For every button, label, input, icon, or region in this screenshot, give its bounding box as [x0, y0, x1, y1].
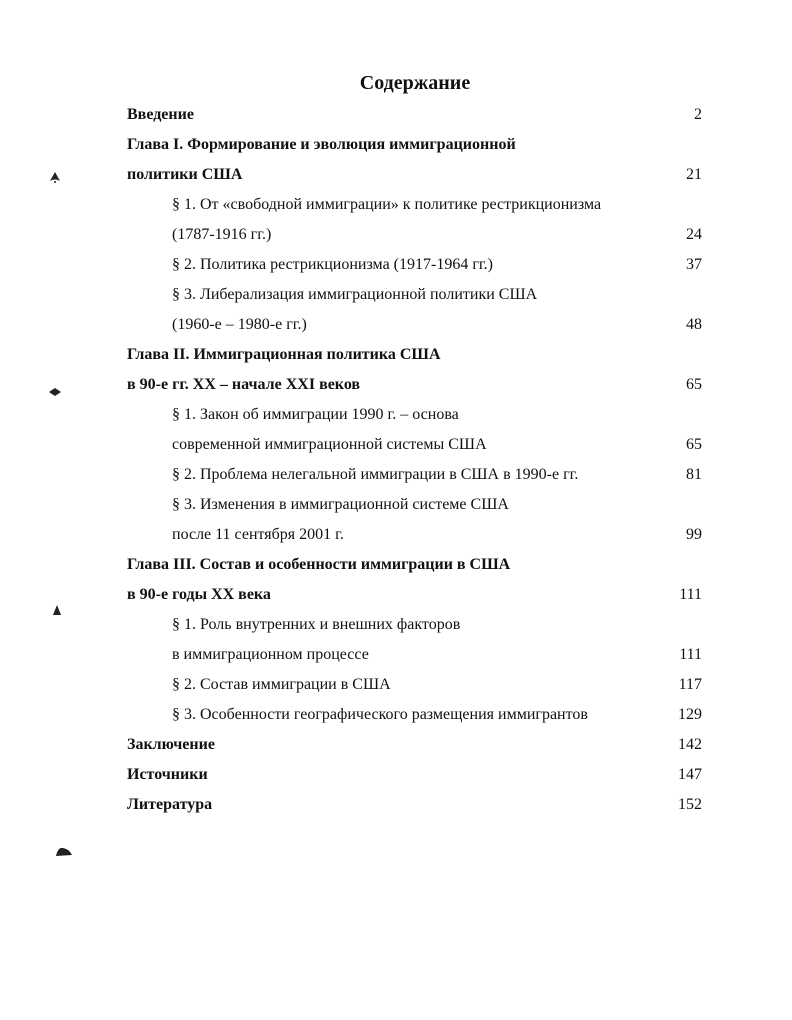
toc-entry-section-1-3 — [127, 280, 702, 310]
scan-mark-3 — [50, 603, 64, 617]
toc-entry-section-3-1 — [127, 610, 702, 640]
toc-entry-chapter-3 — [127, 550, 702, 580]
toc-page-number: 65 — [686, 436, 702, 453]
toc-page-number: 21 — [686, 166, 702, 183]
toc-entry-section-1-1-cont — [127, 220, 702, 250]
toc-page-number: 147 — [678, 766, 702, 783]
toc-page-number: 142 — [678, 736, 702, 753]
toc-entry-chapter-3-cont — [127, 580, 702, 610]
toc-entry-introduction — [127, 100, 702, 130]
toc-entry-text: (1787-1916 гг.) — [172, 226, 272, 243]
toc-entry-text: § 2. Проблема нелегальной иммиграции в США в 1990-е гг. — [172, 466, 579, 483]
toc-entry-text: Глава II. Иммиграционная политика США — [127, 346, 441, 363]
toc-entry-text: § 1. Закон об иммиграции 1990 г. – основа — [172, 406, 459, 423]
toc-entry-section-3-3 — [127, 700, 702, 730]
toc-entry-chapter-2 — [127, 340, 702, 370]
toc-entry-section-2-3 — [127, 490, 702, 520]
toc-entry-text: в 90-е гг. XX – начале XXI веков — [127, 376, 361, 393]
toc-entry-section-2-1 — [127, 400, 702, 430]
toc-entry-text: в 90-е годы XX века — [127, 586, 271, 603]
toc-entry-text: § 2. Политика рестрикционизма (1917-1964 гг.) — [172, 256, 493, 273]
toc-entry-section-3-2 — [127, 670, 702, 700]
toc-page-number: 117 — [678, 676, 702, 693]
toc-page-number: 152 — [678, 796, 702, 813]
toc-entry-section-1-1 — [127, 190, 702, 220]
toc-entry-text: политики США — [127, 166, 243, 183]
toc-entry-section-3-1-cont — [127, 640, 702, 670]
toc-entry-conclusion — [127, 730, 702, 760]
toc-entry-text: после 11 сентября 2001 г. — [172, 526, 344, 543]
scan-mark-2 — [48, 385, 62, 399]
toc-entry-text: § 2. Состав иммиграции в США — [172, 676, 391, 693]
toc-page-number: 24 — [686, 226, 702, 243]
toc-entry-chapter-1-cont — [127, 160, 702, 190]
toc-page-number: 48 — [686, 316, 702, 333]
toc-page-number: 37 — [686, 256, 702, 273]
toc-page-number: 65 — [686, 376, 702, 393]
toc-entry-text: § 1. Роль внутренних и внешних факторов — [172, 616, 461, 633]
toc-entry-sources — [127, 760, 702, 790]
table-of-contents — [127, 100, 702, 820]
toc-page-number: 111 — [679, 646, 702, 663]
toc-entry-literature — [127, 790, 702, 820]
toc-entry-text: § 3. Изменения в иммиграционной системе США — [172, 496, 509, 513]
toc-entry-section-2-3-cont — [127, 520, 702, 550]
toc-page-number: 99 — [686, 526, 702, 543]
toc-entry-text: Заключение — [127, 736, 215, 753]
toc-entry-text: Глава III. Состав и особенности иммиграции в США — [127, 556, 511, 573]
toc-entry-text: Литература — [127, 796, 213, 813]
toc-entry-section-1-2 — [127, 250, 702, 280]
scan-mark-1 — [48, 170, 62, 184]
toc-page-number: 81 — [686, 466, 702, 483]
scan-mark-4 — [55, 844, 69, 858]
toc-entry-chapter-1 — [127, 130, 702, 160]
toc-entry-text: Глава I. Формирование и эволюция иммиграционной — [127, 136, 516, 153]
toc-entry-text: § 3. Либерализация иммиграционной политики США — [172, 286, 538, 303]
toc-entry-text: § 3. Особенности географического размещения иммигрантов — [172, 706, 588, 723]
toc-entry-chapter-2-cont — [127, 370, 702, 400]
toc-entry-section-2-2 — [127, 460, 702, 490]
toc-entry-text: (1960-е – 1980-е гг.) — [172, 316, 307, 333]
page-title: Содержание — [359, 72, 471, 94]
toc-entry-text: § 1. От «свободной иммиграции» к политике рестрикционизма — [172, 196, 602, 213]
toc-entry-text: в иммиграционном процессе — [172, 646, 369, 663]
toc-entry-text: современной иммиграционной системы США — [172, 436, 487, 453]
toc-entry-section-1-3-cont — [127, 310, 702, 340]
toc-page-number: 2 — [694, 106, 702, 123]
toc-entry-text: Введение — [127, 106, 194, 123]
toc-entry-section-2-1-cont — [127, 430, 702, 460]
toc-page-number: 111 — [679, 586, 702, 603]
toc-page-number: 129 — [678, 706, 702, 723]
toc-entry-text: Источники — [127, 766, 208, 783]
